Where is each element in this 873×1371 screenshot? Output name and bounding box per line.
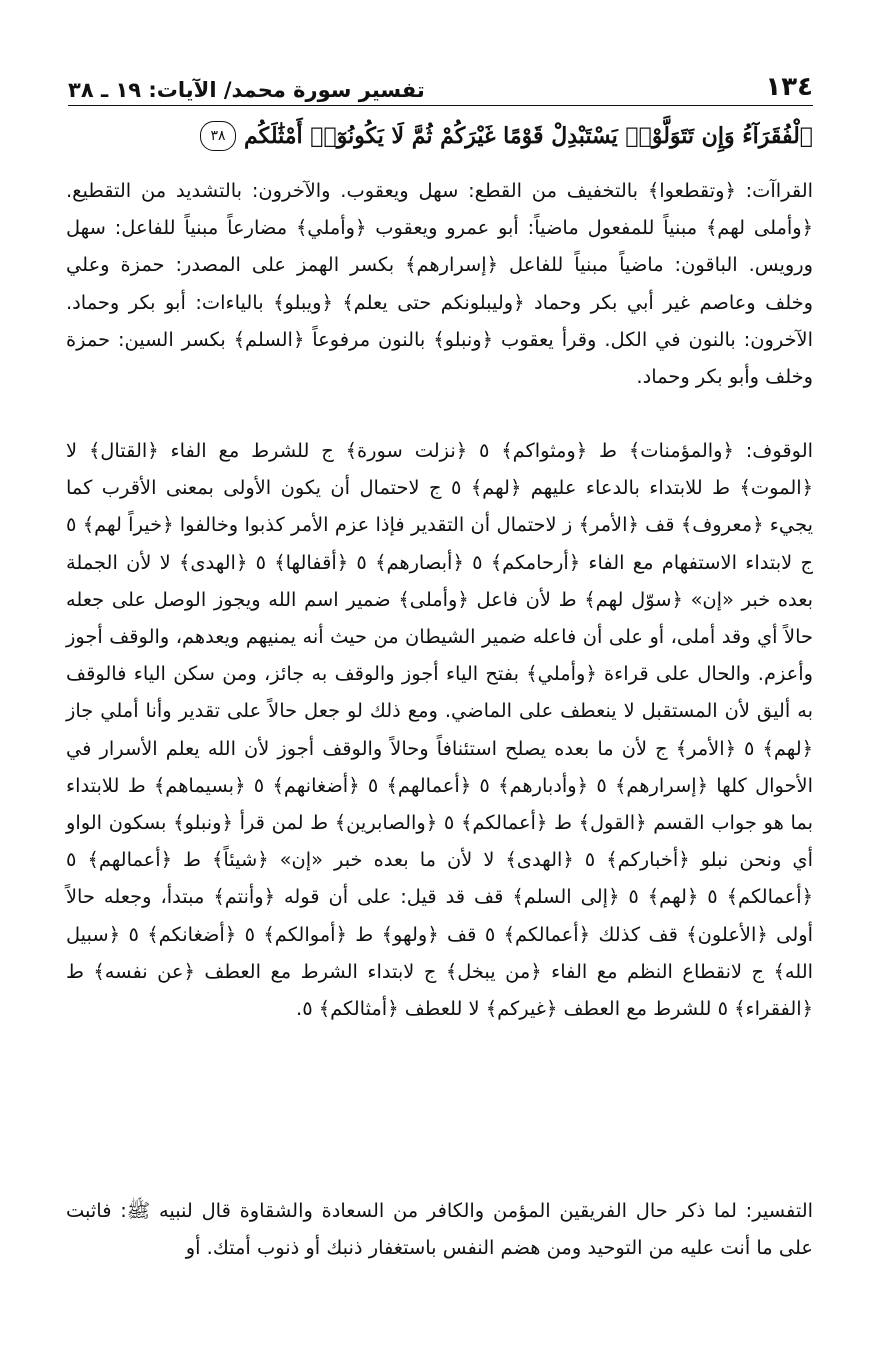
readings-paragraph: القراآت: ﴿وتقطعوا﴾ بالتخفيف من القطع: سهل ويعقوب. والآخرون: بالتشديد من التقطيع. ﴿وأملى لهم﴾ مبنياً للمفعول ماضياً: أبو عمرو ويعقوب ﴿وأملي﴾ مضارعاً مبنياً للفاعل: سهل ورويس. الباقون: ماضياً مبنياً للفاعل ﴿إسرارهم﴾ بكسر الهمز على المصدر: حمزة وعلي وخلف وعاصم غير أبي بكر وحماد ﴿وليبلونكم حتى يعلم﴾ ﴿ويبلو﴾ بالياءات: أبو بكر وحماد. الآخرون: بالنون في الكل. وقرأ يعقوب ﴿ونبلو﴾ بالنون مرفوعاً ﴿السلم﴾ بكسر السين: حمزة وخلف وأبو بكر وحماد. <box>66 179 813 389</box>
running-header <box>68 70 813 102</box>
header-rule <box>68 105 813 106</box>
tafsir-paragraph: التفسير: لما ذكر حال الفريقين المؤمن والكافر من السعادة والشقاوة قال لنبيه ﷺ: فاثبت على ما أنت عليه من التوحيد ومن هضم النفس باستغفار ذنبك أو ذنوب أمتك. أو <box>66 1199 813 1260</box>
verse-number-marker <box>200 121 236 151</box>
quran-verse-line <box>68 114 813 158</box>
verse-text: ٱلْفُقَرَآءُ وَإِن تَتَوَلَّوْا۟ يَسْتَبْدِلْ قَوْمًا غَيْرَكُمْ ثُمَّ لَا يَكُونُوٓا۟ أَمْثَٰلَكُم <box>244 123 813 149</box>
running-title: تفسير سورة محمد/ الآيات: ١٩ ـ ٣٨ <box>68 78 425 102</box>
verse-number: ٣٨ <box>210 128 226 144</box>
page-number: ١٣٤ <box>765 72 813 102</box>
stops-paragraph: الوقوف: ﴿والمؤمنات﴾ ط ﴿ومثواكم﴾ ٥ ﴿نزلت سورة﴾ ج للشرط مع الفاء ﴿القتال﴾ لا ﴿الموت﴾ ط للابتداء بالدعاء عليهم ﴿لهم﴾ ٥ ج لاحتمال أن يكون الأولى بمعنى الأقرب كما يجيء ﴿معروف﴾ قف ﴿الأمر﴾ ز لاحتمال أن التقدير فإذا عزم الأمر كذبوا وخالفوا ﴿خيراً لهم﴾ ٥ ج لابتداء الاستفهام مع الفاء ﴿أرحامكم﴾ ٥ ﴿أبصارهم﴾ ٥ ﴿أقفالها﴾ ٥ ﴿الهدى﴾ لا لأن الجملة بعده خبر «إن» ﴿سوّل لهم﴾ ط لأن فاعل ﴿وأملى﴾ ضمير اسم الله ويجوز الوصل على جعله حالاً أي وقد أملى، أو على أن فاعله ضمير الشيطان من حيث أنه يمنيهم ويعدهم، والوقف أجوز وأعزم. والحال على قراءة ﴿وأملي﴾ بفتح الياء أجوز والوقف به جائز، ومن سكن الياء فالوقف به أليق لأن المستقبل لا ينعطف على الماضي. ومع ذلك لو جعل حالاً على تقدير وأنا أملي جاز ﴿لهم﴾ ٥ ﴿الأمر﴾ ج لأن ما بعده يصلح استئنافاً وحالاً والوقف أجوز لأن الله يعلم الأسرار في الأحوال كلها ﴿إسرارهم﴾ ٥ ﴿وأدبارهم﴾ ٥ ﴿أعمالهم﴾ ٥ ﴿أضغانهم﴾ ٥ ﴿بسيماهم﴾ ط للابتداء بما هو جواب القسم ﴿القول﴾ ط ﴿أعمالكم﴾ ٥ ﴿والصابرين﴾ ط لمن قرأ ﴿ونبلو﴾ بسكون الواو أي ونحن نبلو ﴿أخباركم﴾ ٥ ﴿الهدى﴾ لا لأن ما بعده خبر «إن» ﴿شيئاً﴾ ط ﴿أعمالهم﴾ ٥ ﴿أعمالكم﴾ ٥ ﴿لهم﴾ ٥ ﴿إلى السلم﴾ قف قد قيل: على أن قوله ﴿وأنتم﴾ مبتدأ، وجعله حالاً أولى ﴿الأعلون﴾ قف كذلك ﴿أعمالكم﴾ ٥ قف ﴿ولهو﴾ ط ﴿أموالكم﴾ ٥ ﴿أضغانكم﴾ ٥ ﴿سبيل الله﴾ ج لانقطاع النظم مع الفاء ﴿من يبخل﴾ ج لابتداء الشرط مع العطف ﴿عن نفسه﴾ ط ﴿الفقراء﴾ ٥ للشرط مع العطف ﴿غيركم﴾ لا للعطف ﴿أمثالكم﴾ ٥. <box>66 439 814 1021</box>
